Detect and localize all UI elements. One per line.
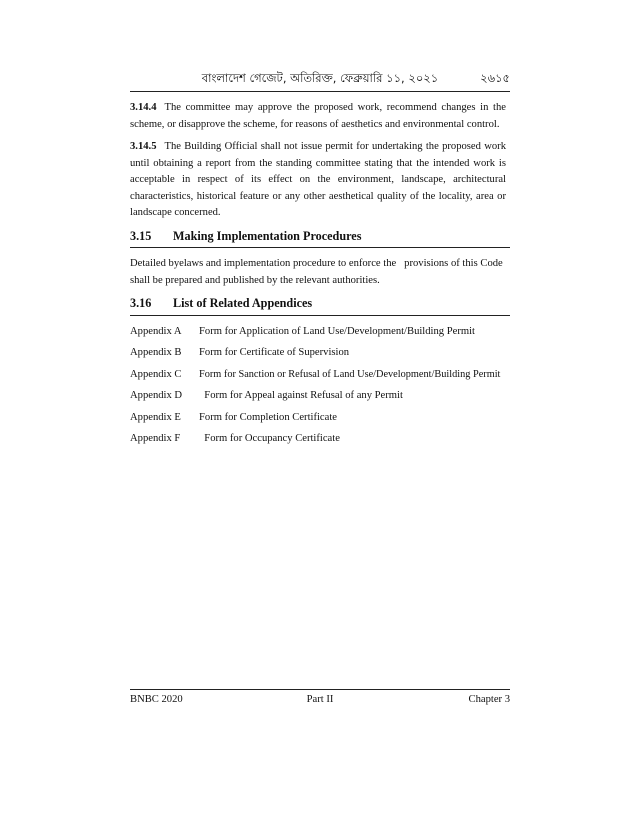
page-content <box>130 100 506 453</box>
appendix-row <box>130 345 506 367</box>
section-title: Making Implementation Procedures <box>173 228 362 243</box>
gazette-header-title: বাংলাদেশ গেজেট, অতিরিক্ত, ফেব্রুয়ারি ১১, ২০২১ <box>201 71 439 85</box>
appendix-row <box>130 410 506 432</box>
paragraph-text: The Building Official shall not issue permit for undertaking the proposed work until obtaining a report from the standing committee stating that the intended work is acceptable in respect of its effect on the environment, landscape, architectural characteristics, historical feature or any other aesthetical quality of the locality, area or landscape concerned. <box>130 141 506 218</box>
gazette-page-number: ২৬১৫ <box>480 71 510 85</box>
appendix-row <box>130 367 506 389</box>
paragraph-3-14-5 <box>130 139 506 222</box>
appendix-key: Appendix D <box>130 390 183 401</box>
footer-chapter: Chapter 3 <box>468 694 510 705</box>
section-3-15-text: Detailed byelaws and implementation procedure to enforce the provisions of this Code shall be prepared and published by the relevant authorities. <box>130 258 506 286</box>
appendix-row <box>130 324 506 346</box>
appendix-key: Appendix B <box>130 347 182 358</box>
page-header <box>130 68 510 90</box>
appendix-key: Appendix E <box>130 411 181 423</box>
appendix-description: Form for Application of Land Use/Development/Building Permit <box>199 325 475 337</box>
header-divider <box>130 91 510 92</box>
section-title: List of Related Appendices <box>173 296 313 310</box>
section-number: 3.16 <box>130 296 152 310</box>
footer-divider <box>130 689 510 690</box>
paragraph-3-14-4 <box>130 100 506 133</box>
appendix-row <box>130 388 506 410</box>
appendix-description: Form for Certificate of Supervision <box>199 347 350 358</box>
appendix-description: Form for Sanction or Refusal of Land Use/Development/Building Permit <box>199 368 501 380</box>
section-number: 3.15 <box>130 228 152 243</box>
appendix-list <box>130 324 506 453</box>
section-heading-3-15 <box>130 228 510 249</box>
appendix-description: Form for Occupancy Certificate <box>199 433 340 444</box>
paragraph-text: The committee may approve the proposed work, recommend changes in the scheme, or disapprove the scheme, for reasons of aesthetics and environmental control. <box>130 102 506 130</box>
appendix-description: Form for Appeal against Refusal of any Permit <box>199 390 403 401</box>
paragraph-number: 3.14.4 <box>130 102 157 113</box>
appendix-description: Form for Completion Certificate <box>199 411 337 423</box>
appendix-key: Appendix C <box>130 368 182 380</box>
paragraph-number: 3.14.5 <box>130 141 157 152</box>
footer-code-name: BNBC 2020 <box>130 694 183 705</box>
appendix-key: Appendix F <box>130 433 181 444</box>
section-heading-3-16 <box>130 295 510 316</box>
footer-part: Part II <box>306 694 334 705</box>
appendix-row <box>130 431 506 453</box>
appendix-key: Appendix A <box>130 325 182 337</box>
